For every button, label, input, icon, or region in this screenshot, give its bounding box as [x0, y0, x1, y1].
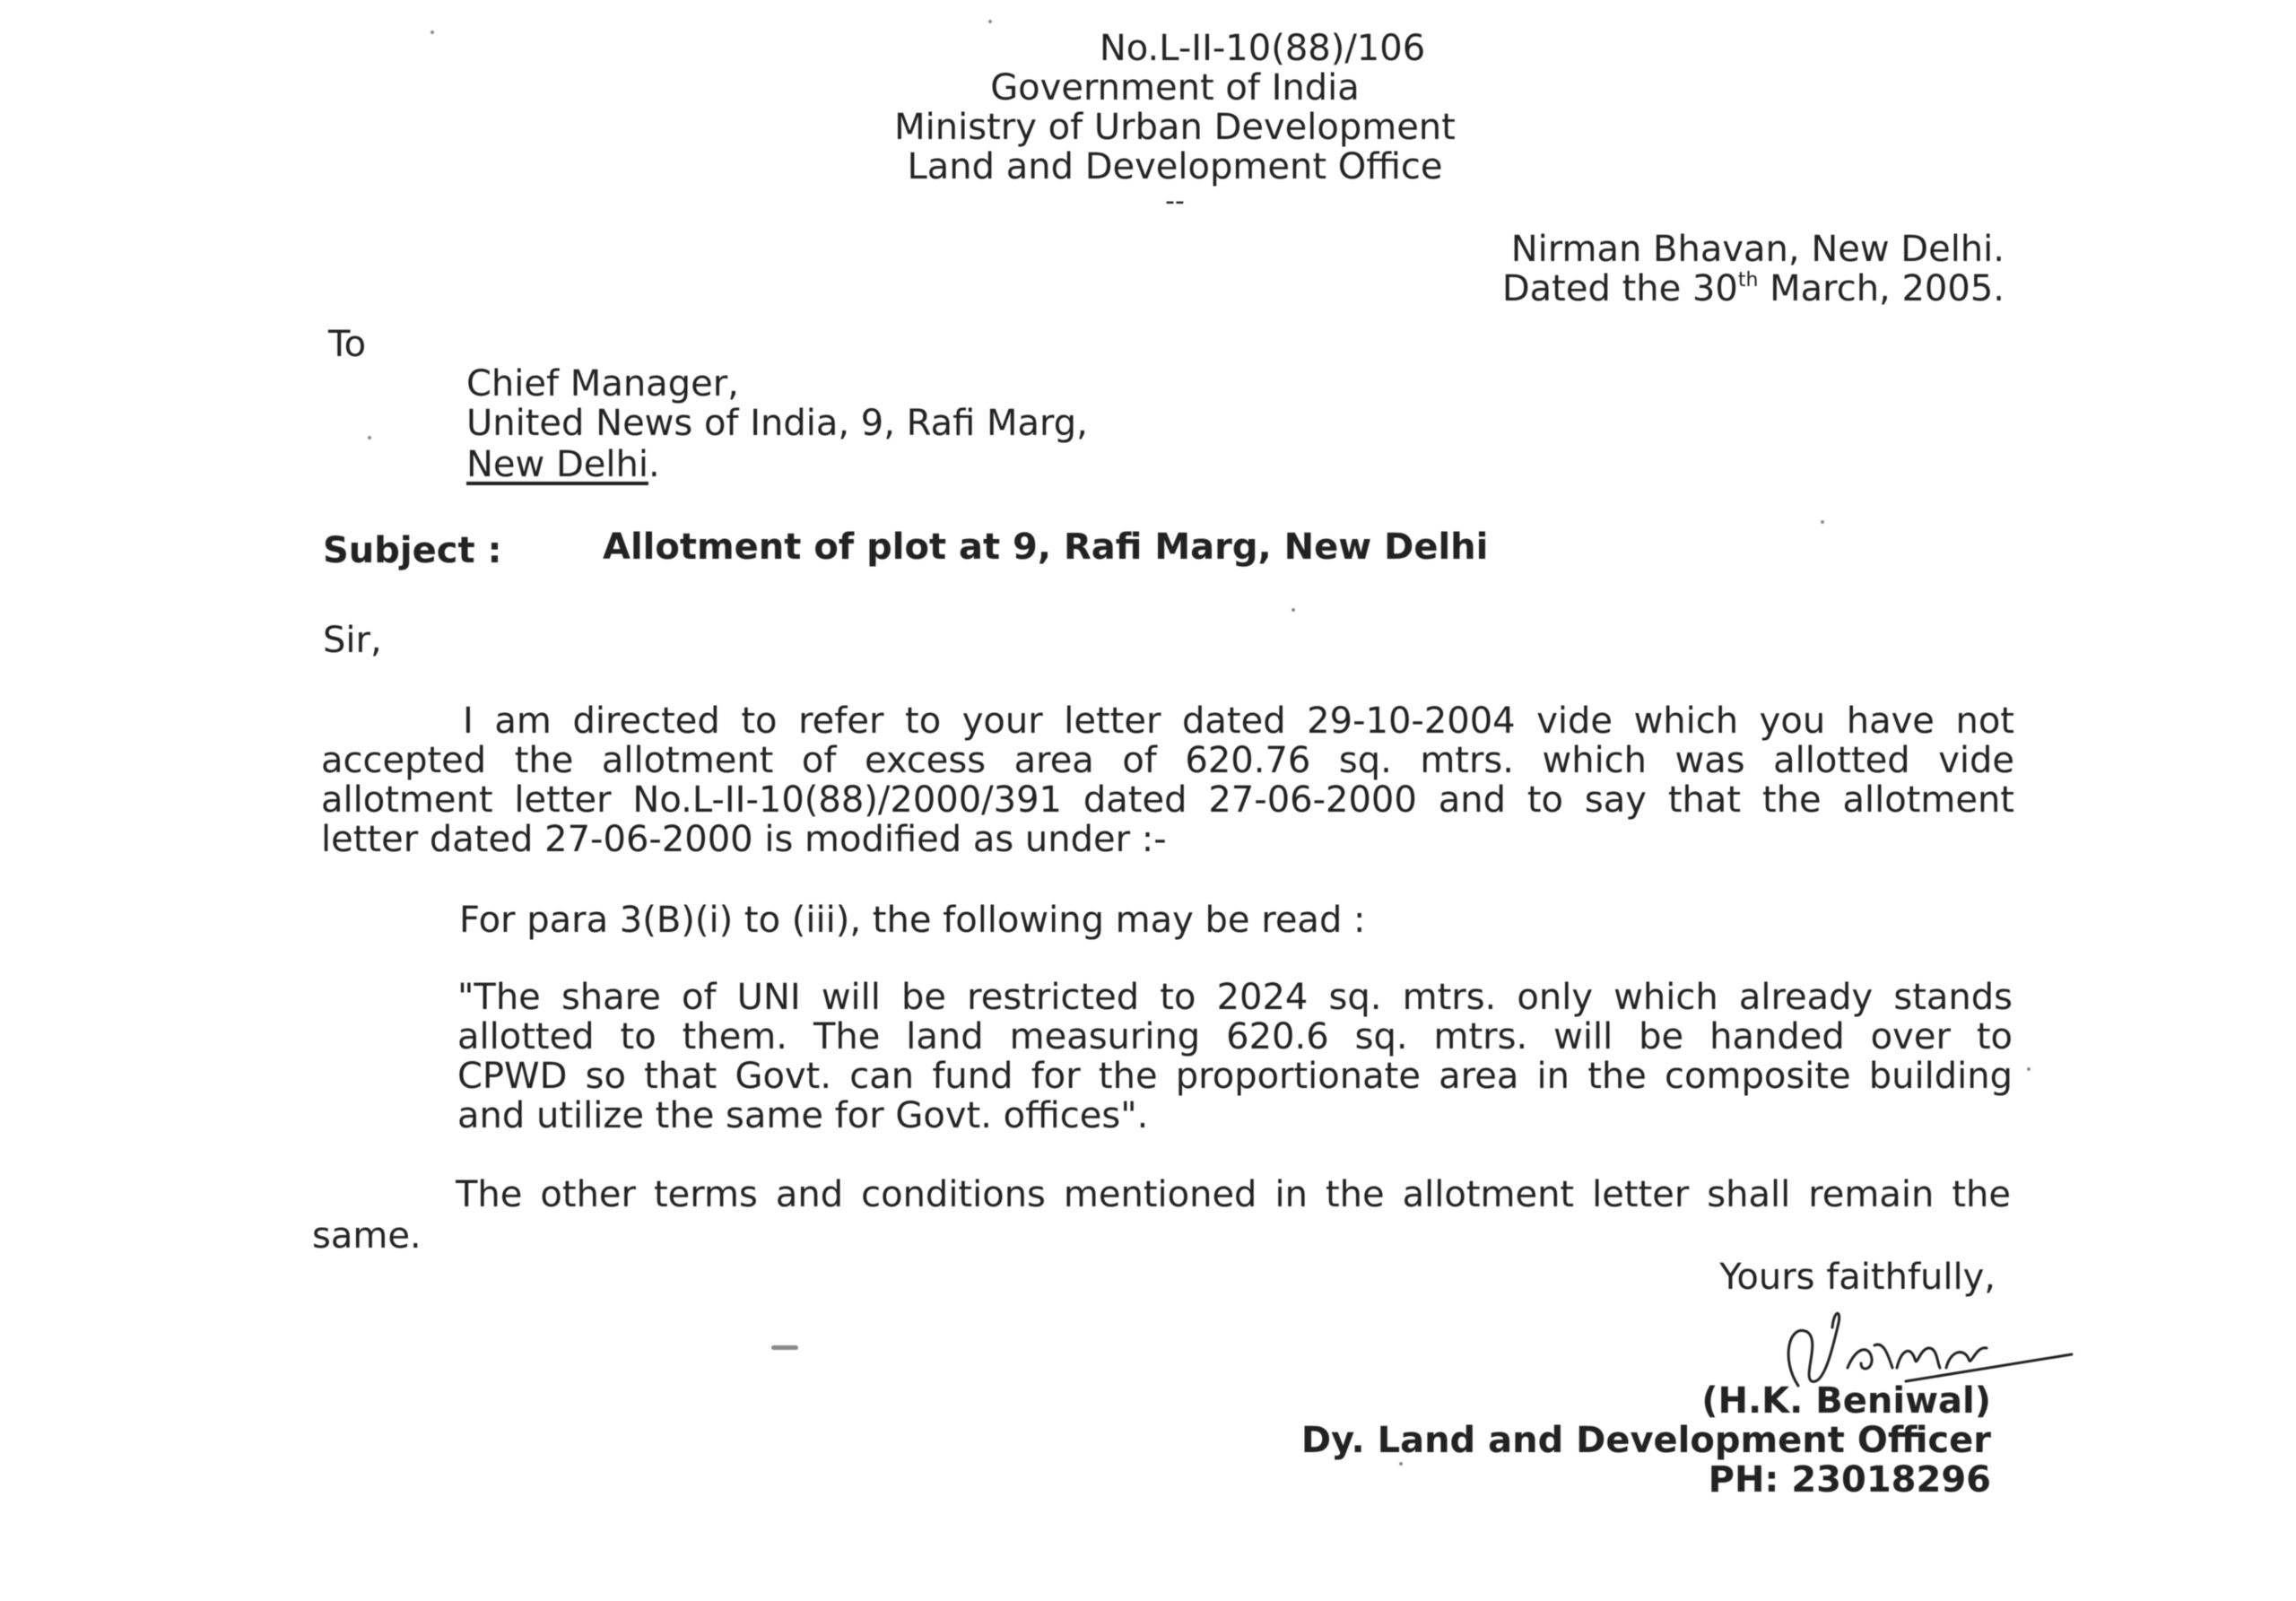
- para1-line3: allotment letter No.L-II-10(88)/2000/391 dated 27-06-2000 and to say that the allotment: [321, 780, 2014, 821]
- scan-speck: [2027, 1067, 2031, 1071]
- header-government: Government of India: [990, 67, 1360, 109]
- signatory-name: (H.K. Beniwal): [1701, 1380, 1991, 1422]
- para1-line2: accepted the allotment of excess area of 620.76 sq. mtrs. which was allotted vide: [321, 741, 2014, 781]
- para4-line2: same.: [312, 1215, 422, 1257]
- closing: Yours faithfully,: [1719, 1257, 1996, 1298]
- para1-line1: I am directed to refer to your letter dated 29-10-2004 vide which you have not: [463, 701, 2014, 742]
- date-line: Dated the 30th March, 2005.: [1501, 268, 2005, 309]
- recipient-city: New Delhi.: [466, 444, 660, 485]
- scan-speck: [771, 1345, 798, 1350]
- subject-label: Subject :: [323, 530, 502, 571]
- para4-line1: The other terms and conditions mentioned in the allotment letter shall remain the: [456, 1175, 2011, 1215]
- header-separator: --: [1165, 186, 1185, 217]
- to-label: To: [328, 324, 367, 365]
- header-ministry: Ministry of Urban Development: [894, 107, 1456, 148]
- recipient-organisation: United News of India, 9, Rafi Marg,: [466, 403, 1088, 444]
- para1-line4: letter dated 27-06-2000 is modified as under :-: [321, 820, 1167, 860]
- place-line: Nirman Bhavan, New Delhi.: [1510, 229, 2005, 270]
- para3-line4: and utilize the same for Govt. offices".: [457, 1096, 1149, 1136]
- scan-speck: [1292, 608, 1295, 612]
- signatory-designation: Dy. Land and Development Officer: [1300, 1420, 1991, 1461]
- para3-line3: CPWD so that Govt. can fund for the proportionate area in the composite building: [457, 1057, 2013, 1097]
- salutation: Sir,: [323, 620, 382, 661]
- recipient-title: Chief Manager,: [466, 363, 739, 405]
- para2: For para 3(B)(i) to (iii), the following may be read :: [459, 900, 1366, 941]
- header-office: Land and Development Office: [907, 146, 1443, 187]
- file-number: No.L-II-10(88)/106: [1099, 28, 1426, 69]
- scan-speck: [1821, 520, 1824, 524]
- subject-text: Allotment of plot at 9, Rafi Marg, New Delhi: [603, 526, 1489, 568]
- para3-line2: allotted to them. The land measuring 620.6 sq. mtrs. will be handed over to: [457, 1017, 2013, 1057]
- scan-speck: [430, 30, 434, 34]
- signatory-phone: PH: 23018296: [1708, 1460, 1991, 1492]
- scan-speck: [1399, 1462, 1403, 1466]
- scan-speck: [368, 436, 371, 439]
- scan-speck: [988, 20, 992, 23]
- para3-line1: "The share of UNI will be restricted to 2024 sq. mtrs. only which already stands: [457, 978, 2013, 1018]
